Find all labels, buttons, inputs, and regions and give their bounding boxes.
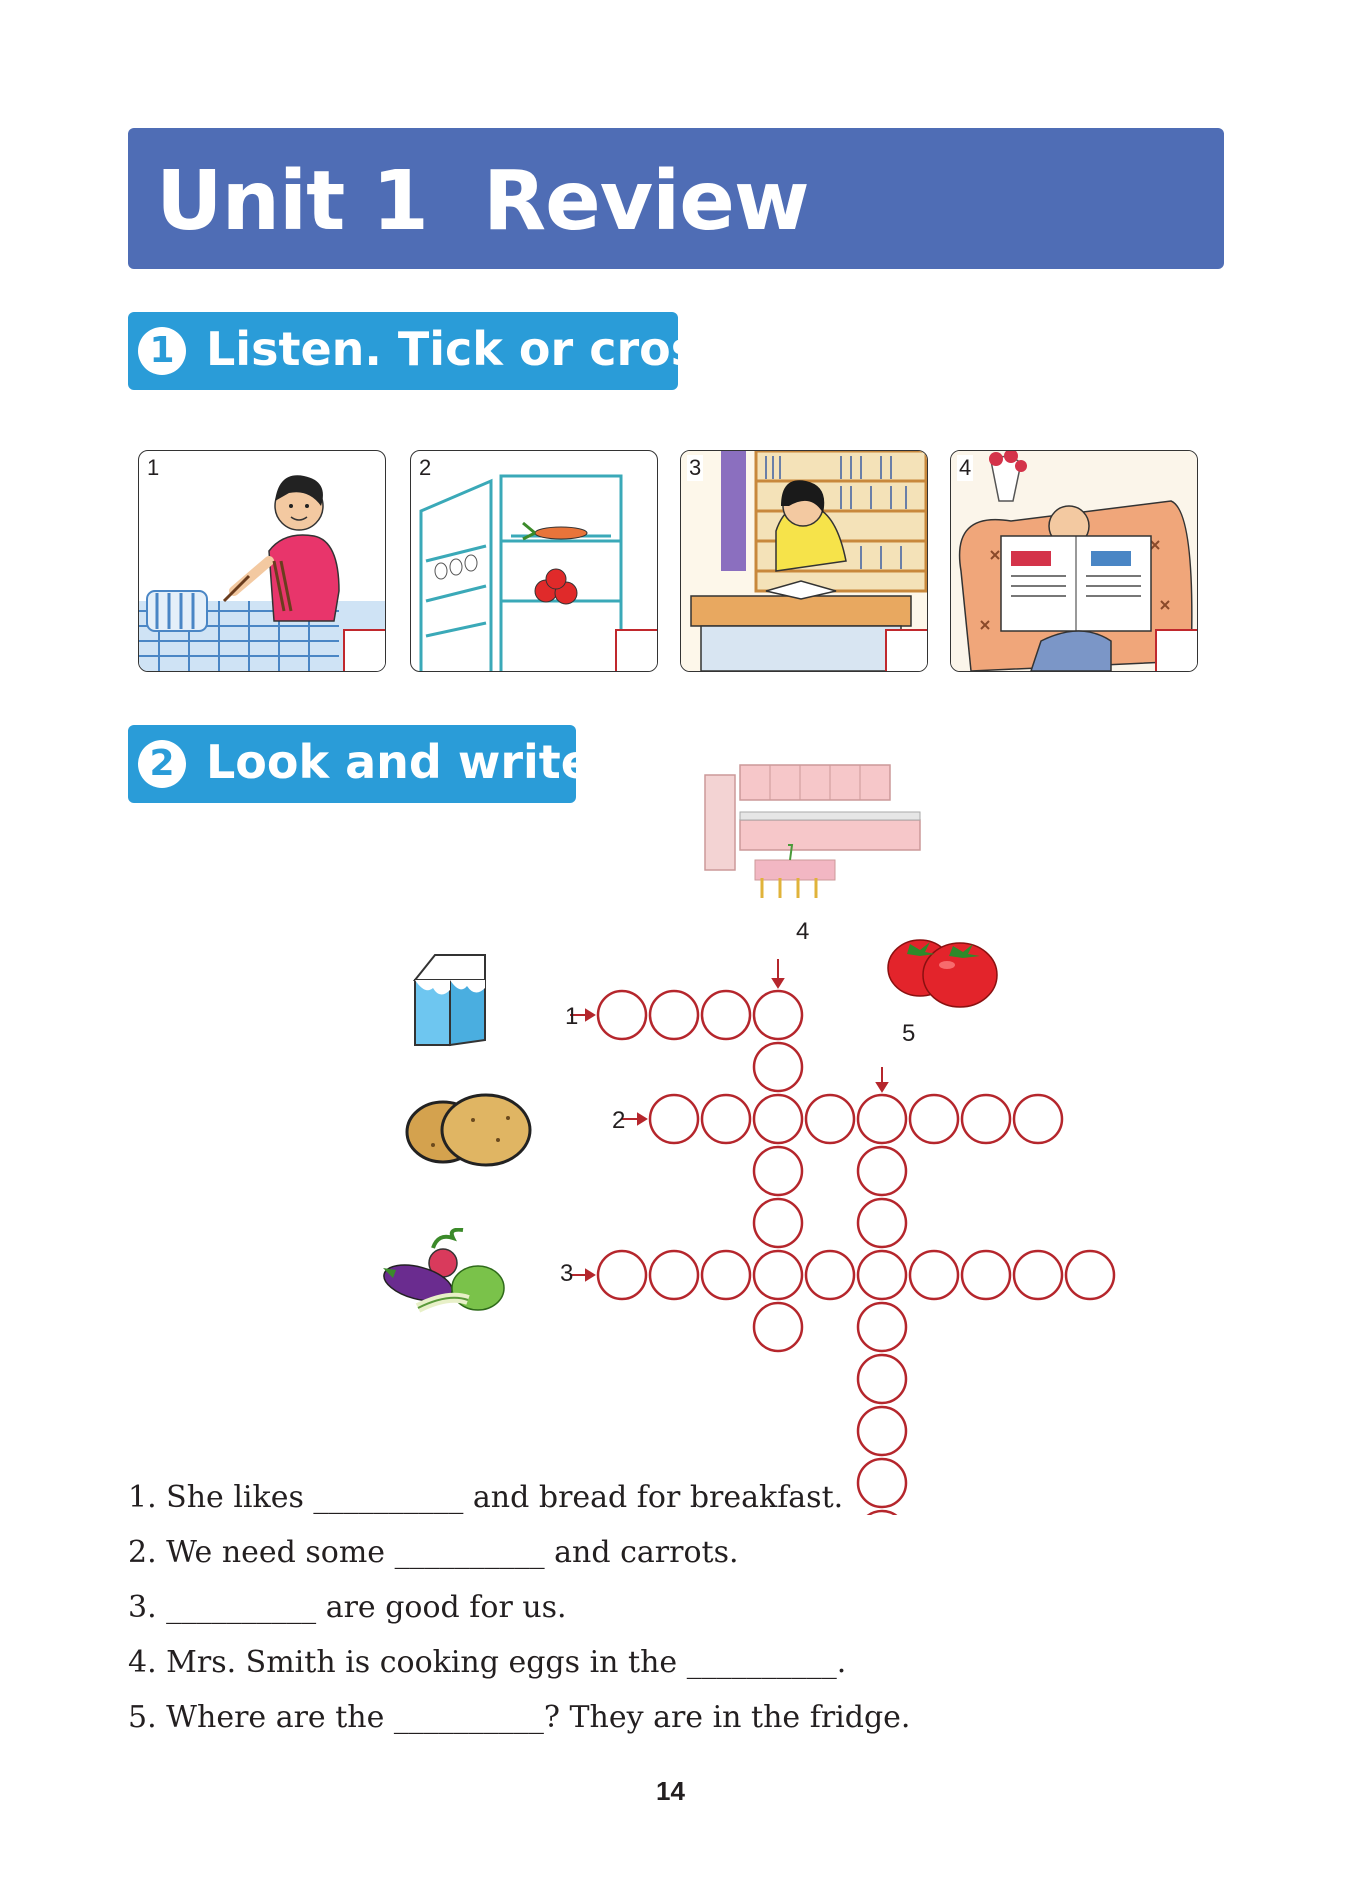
- clue-number-3: 3: [560, 1260, 574, 1287]
- crossword-cell[interactable]: [598, 1251, 646, 1299]
- crossword-cell[interactable]: [910, 1095, 958, 1143]
- picture-number: 1: [147, 455, 160, 480]
- picture-2: [410, 450, 658, 672]
- unit-banner: [128, 128, 1224, 269]
- section-2-number: 2: [138, 740, 186, 788]
- crossword-cell[interactable]: [858, 1199, 906, 1247]
- clue-5-arrow: [877, 1067, 887, 1091]
- clue-number-4: 4: [796, 918, 810, 945]
- sentence-5: 5. Where are the __________? They are in the fridge.: [128, 1700, 911, 1735]
- sentence-1: 1. She likes __________ and bread for breakfast.: [128, 1480, 844, 1515]
- crossword-cell[interactable]: [858, 1407, 906, 1455]
- clue-2-arrow: [622, 1114, 646, 1124]
- crossword-cell[interactable]: [754, 1043, 802, 1091]
- crossword-cell[interactable]: [962, 1095, 1010, 1143]
- crossword-cell[interactable]: [806, 1251, 854, 1299]
- crossword-cell[interactable]: [702, 991, 750, 1039]
- crossword-cell[interactable]: [702, 1251, 750, 1299]
- unit-title: Unit 1 Review: [156, 154, 809, 249]
- vegetables-illustration: [378, 1228, 508, 1318]
- clue-number-2: 2: [612, 1107, 626, 1134]
- crossword-cell[interactable]: [858, 1095, 906, 1143]
- tick-box[interactable]: [343, 629, 385, 671]
- crossword-cell[interactable]: [754, 1095, 802, 1143]
- crossword-cell[interactable]: [754, 1251, 802, 1299]
- clue-4-arrow: [773, 959, 783, 987]
- crossword-cell[interactable]: [962, 1251, 1010, 1299]
- fill-in-sentences: [128, 1470, 910, 1745]
- crossword-cell[interactable]: [754, 1303, 802, 1351]
- clue-number-1: 1: [565, 1003, 579, 1030]
- crossword-cell[interactable]: [1014, 1251, 1062, 1299]
- tick-box[interactable]: [885, 629, 927, 671]
- crossword-cell[interactable]: [598, 991, 646, 1039]
- picture-number: 3: [689, 455, 702, 480]
- crossword-cell[interactable]: [650, 1095, 698, 1143]
- sentence-4: 4. Mrs. Smith is cooking eggs in the __________.: [128, 1645, 847, 1680]
- crossword-cell[interactable]: [754, 1199, 802, 1247]
- clue-number-5: 5: [902, 1020, 916, 1047]
- kitchen-illustration: [700, 760, 930, 900]
- picture-3: [680, 450, 928, 672]
- picture-number: 4: [959, 455, 972, 480]
- section-1-number: 1: [138, 327, 186, 375]
- crossword-cell[interactable]: [650, 991, 698, 1039]
- crossword-cell[interactable]: [858, 1147, 906, 1195]
- potatoes-illustration: [403, 1090, 533, 1170]
- crossword-cell[interactable]: [858, 1303, 906, 1351]
- crossword-cell[interactable]: [702, 1095, 750, 1143]
- clue-3-arrow: [570, 1270, 594, 1280]
- crossword-cell[interactable]: [910, 1251, 958, 1299]
- crossword-cell[interactable]: [1014, 1095, 1062, 1143]
- tick-box[interactable]: [615, 629, 657, 671]
- crossword-grid: [560, 915, 1160, 1515]
- sentence-3: 3. __________ are good for us.: [128, 1590, 567, 1625]
- picture-number: 2: [419, 455, 432, 480]
- section-1-instruction: Listen. Tick or cross.: [206, 322, 743, 376]
- crossword-cell[interactable]: [858, 1355, 906, 1403]
- crossword-cell[interactable]: [754, 991, 802, 1039]
- crossword-cell[interactable]: [1066, 1251, 1114, 1299]
- crossword-cell[interactable]: [858, 1251, 906, 1299]
- picture-4: [950, 450, 1198, 672]
- milk-carton-illustration: [405, 950, 495, 1050]
- crossword-cell[interactable]: [806, 1095, 854, 1143]
- section-1-header: [128, 312, 743, 390]
- sentence-2: 2. We need some __________ and carrots.: [128, 1535, 739, 1570]
- section-2-header: [128, 725, 592, 803]
- tick-box[interactable]: [1155, 629, 1197, 671]
- crossword-cell[interactable]: [754, 1147, 802, 1195]
- crossword-cell[interactable]: [650, 1251, 698, 1299]
- section-2-instruction: Look and write: [206, 735, 592, 789]
- picture-1: [138, 450, 386, 672]
- page-number: 14: [656, 1776, 685, 1806]
